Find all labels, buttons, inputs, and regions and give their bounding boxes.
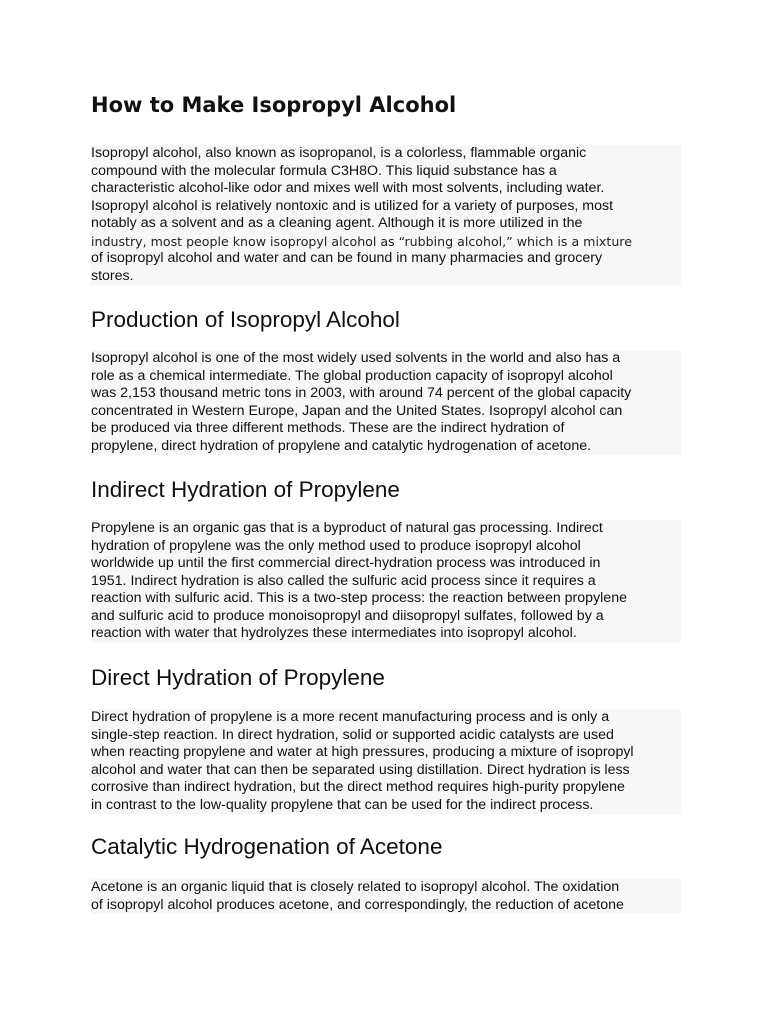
paragraph-line: worldwide up until the first commercial direct-hydration process was introduced in — [91, 555, 601, 571]
paragraph-line: hydration of propylene was the only method used to produce isopropyl alcohol — [91, 537, 581, 554]
paragraph-line: be produced via three different methods. These are the indirect hydration of — [91, 420, 565, 436]
paragraph-line: notably as a solvent and as a cleaning agent. Although it is more utilized in the — [91, 215, 583, 231]
paragraph-line: alcohol and water that can then be separated using distillation. Direct hydration is less — [91, 761, 630, 778]
section-heading-direct-hydration: Direct Hydration of Propylene — [91, 665, 385, 690]
section-paragraph-production — [91, 350, 681, 455]
paragraph-line: single-step reaction. In direct hydration, solid or supported acidic catalysts are used — [91, 726, 614, 743]
paragraph-line: industry, most people know isopropyl alcohol as “rubbing alcohol,” which is a mixture — [91, 233, 632, 249]
paragraph-line: stores. — [91, 267, 134, 284]
section-paragraph-catalytic-hydrogenation — [91, 879, 681, 914]
paragraph-line: corrosive than indirect hydration, but the direct method requires high-purity propylene — [91, 779, 625, 795]
document-title: How to Make Isopropyl Alcohol — [91, 93, 457, 117]
section-heading-production: Production of Isopropyl Alcohol — [91, 307, 400, 332]
paragraph-line: reaction with water that hydrolyzes these intermediates into isopropyl alcohol. — [91, 625, 577, 641]
section-heading-catalytic-hydrogenation: Catalytic Hydrogenation of Acetone — [91, 834, 443, 859]
section-heading-indirect-hydration: Indirect Hydration of Propylene — [91, 477, 400, 502]
paragraph-line: Isopropyl alcohol is one of the most widely used solvents in the world and also has a — [91, 350, 621, 366]
paragraph-line: compound with the molecular formula C3H8O. This liquid substance has a — [91, 162, 557, 179]
paragraph-line: in contrast to the low-quality propylene that can be used for the indirect process. — [91, 796, 594, 813]
paragraph-line: concentrated in Western Europe, Japan and the United States. Isopropyl alcohol can — [91, 402, 623, 419]
paragraph-line: was 2,153 thousand metric tons in 2003, with around 74 percent of the global capacity — [91, 385, 632, 401]
paragraph-line: 1951. Indirect hydration is also called the sulfuric acid process since it requires a — [91, 572, 596, 589]
paragraph-line: and sulfuric acid to produce monoisopropyl and diisopropyl sulfates, followed by a — [91, 607, 604, 624]
paragraph-line: Isopropyl alcohol, also known as isopropanol, is a colorless, flammable organic — [91, 145, 587, 161]
paragraph-line: propylene, direct hydration of propylene and catalytic hydrogenation of acetone. — [91, 437, 592, 454]
intro-paragraph — [91, 145, 681, 285]
paragraph-line: reaction with sulfuric acid. This is a two-step process: the reaction between propylene — [91, 590, 627, 606]
paragraph-line: of isopropyl alcohol and water and can be found in many pharmacies and grocery — [91, 250, 603, 266]
paragraph-line: characteristic alcohol-like odor and mixes well with most solvents, including water. — [91, 180, 605, 196]
paragraph-line: Isopropyl alcohol is relatively nontoxic and is utilized for a variety of purposes, most — [91, 197, 614, 214]
paragraph-line: role as a chemical intermediate. The global production capacity of isopropyl alcohol — [91, 367, 613, 384]
paragraph-line: Acetone is an organic liquid that is closely related to isopropyl alcohol. The oxidation — [91, 879, 620, 895]
paragraph-line: of isopropyl alcohol produces acetone, and correspondingly, the reduction of acetone — [91, 896, 624, 913]
section-paragraph-indirect-hydration — [91, 520, 681, 643]
paragraph-line: Propylene is an organic gas that is a byproduct of natural gas processing. Indirect — [91, 520, 603, 536]
section-paragraph-direct-hydration — [91, 709, 681, 814]
paragraph-line: when reacting propylene and water at high pressures, producing a mixture of isopropyl — [91, 744, 634, 760]
paragraph-line: Direct hydration of propylene is a more recent manufacturing process and is only a — [91, 709, 610, 725]
